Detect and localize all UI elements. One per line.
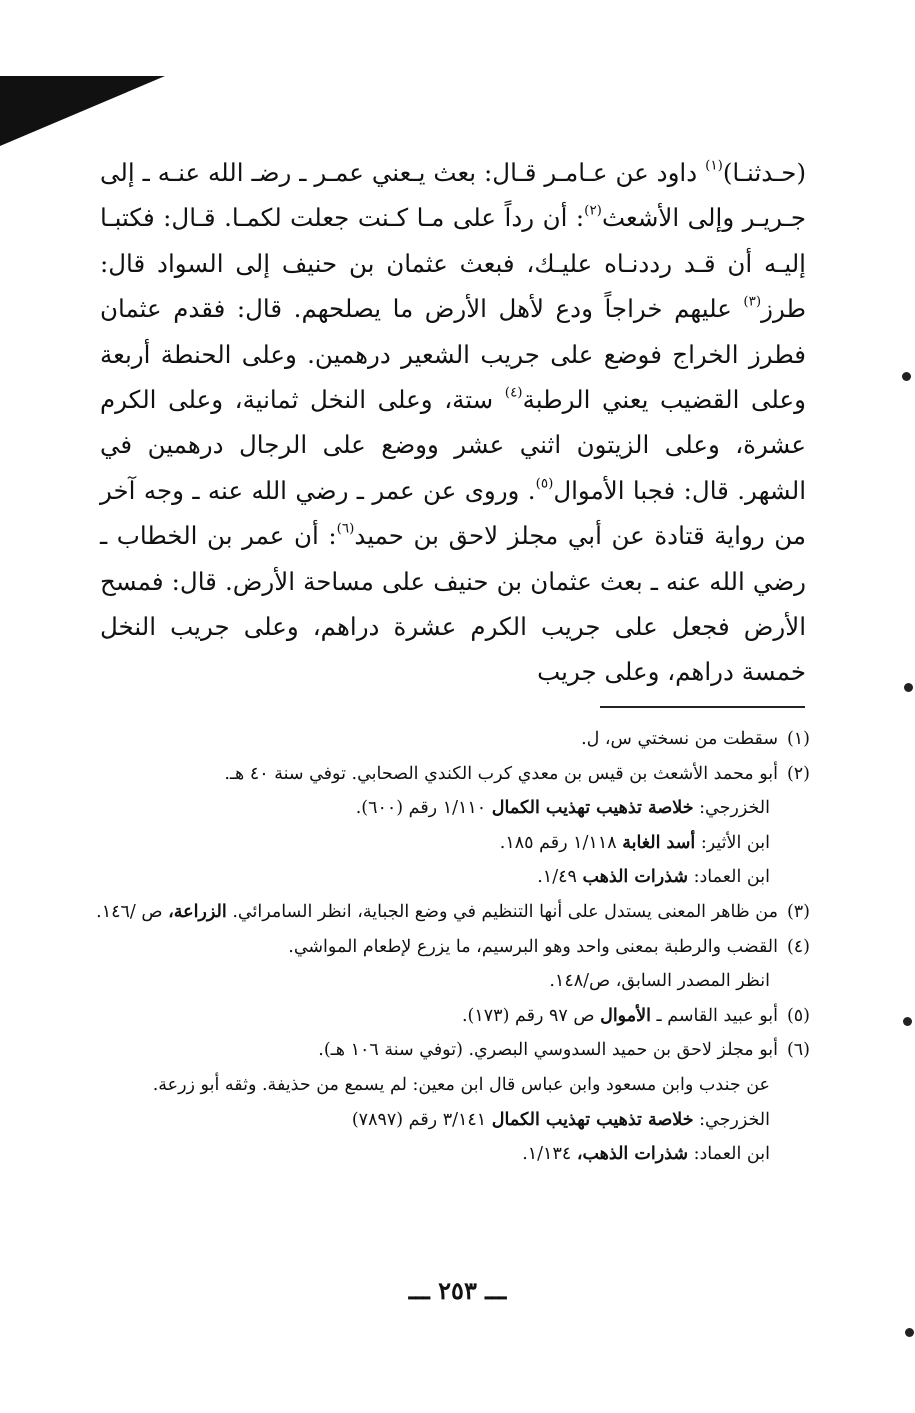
footnote-4: (٤)القضب والرطبة بمعنى واحد وهو البرسيم، ما يزرع لإطعام المواشي.: [288, 936, 810, 957]
footnote-marker: (٤): [504, 384, 523, 401]
footnote-marker: (٦): [336, 520, 355, 537]
page-number: ـــ ٢٥٣ ـــ: [408, 1276, 507, 1305]
footnote-2-ref: الخزرجي: خلاصة تذهيب تهذيب الكمال ١/١١٠ رقم (٦٠٠).: [355, 798, 770, 819]
footnote-4-ref: انظر المصدر السابق، ص/١٤٨.: [549, 971, 770, 992]
footnote-1: (١)سقطت من نسختي س، ل.: [581, 729, 810, 749]
margin-dot: [905, 1328, 914, 1337]
footnote-5: (٥)أبو عبيد القاسم ـ الأموال ص ٩٧ رقم (١٧٣).: [461, 1005, 810, 1026]
footnote-6-ref: ابن العماد: شذرات الذهب، ١/١٣٤.: [522, 1144, 770, 1165]
margin-dot: [904, 683, 913, 692]
margin-dot: [903, 1017, 912, 1026]
footnote-2: (٢)أبو محمد الأشعث بن قيس بن معدي كرب الكندي الصحابي. توفي سنة ٤٠ هـ.: [224, 763, 810, 784]
margin-dot: [902, 372, 911, 381]
footnote-6-note: عن جندب وابن مسعود وابن عباس قال ابن معين: لم يسمع من حذيفة. وثقه أبو زرعة.: [152, 1074, 770, 1095]
corner-arrow-mark: [0, 76, 165, 146]
footnotes-block: [96, 722, 810, 1172]
footnote-3: (٣)من ظاهر المعنى يستدل على أنها التنظيم في وضع الجباية، انظر السامرائي. الزراعة، ص /١٤٦.: [96, 901, 810, 922]
footnote-marker: (٢): [584, 202, 602, 219]
footnote-6: (٦)أبو مجلز لاحق بن حميد السدوسي البصري. (توفي سنة ١٠٦ هـ).: [318, 1040, 810, 1061]
footnote-separator: [600, 706, 805, 708]
footnote-marker: (١): [705, 157, 723, 174]
main-text-block: [100, 150, 806, 695]
footnote-6-ref: الخزرجي: خلاصة تذهيب تهذيب الكمال ٣/١٤١ رقم (٧٨٩٧): [351, 1109, 770, 1130]
footnote-marker: (٣): [743, 293, 762, 310]
footnote-marker: (٥): [535, 475, 554, 492]
footnote-2-ref: ابن العماد: شذرات الذهب ١/٤٩.: [537, 867, 770, 888]
main-paragraph: (حـدثنـا)$^{(١)}$ داود عن عـامـر قـال: بعث يـعني عمـر ـ رضـ الله عنـه ـ إلى جـريـر وإلى الأشعث$^{(٢)}$: أن رداً على مـا كـنت جعلت لكمـا. قـال: فكتبـا إليـه أن قـد رددنـاه عليـك، فبعث عثمان بن حنيف إلى السواد قال: طرز$^{(٣)}$ عليهم خراجاً ودع لأهل الأرض ما يصلحهم. قال: فقدم عثمان فطرز الخراج فوضع على جريب الشعير درهمين. وعلى الحنطة أربعة وعلى القضيب يعني الرطبة$^{(٤)}$ ستة، وعلى النخل ثمانية، وعلى الكرم عشرة، وعلى الزيتون اثني عشر ووضع على الرجال درهمين في الشهر. قال: فجبا الأموال$^{(٥)}$. وروى عن عمر ـ رضي الله عنه ـ وجه آخر من رواية قتادة عن أبي مجلز لاحق بن حميد$^{(٦)}$: أن عمر بن الخطاب ـ رضي الله عنه ـ بعث عثمان بن حنيف على مساحة الأرض. قال: فمسح الأرض فجعل على جريب الكرم عشرة دراهم، وعلى جريب النخل خمسة دراهم، وعلى جريب: [100, 157, 807, 687]
footnote-2-ref: ابن الأثير: أسد الغابة ١/١١٨ رقم ١٨٥.: [499, 832, 770, 853]
